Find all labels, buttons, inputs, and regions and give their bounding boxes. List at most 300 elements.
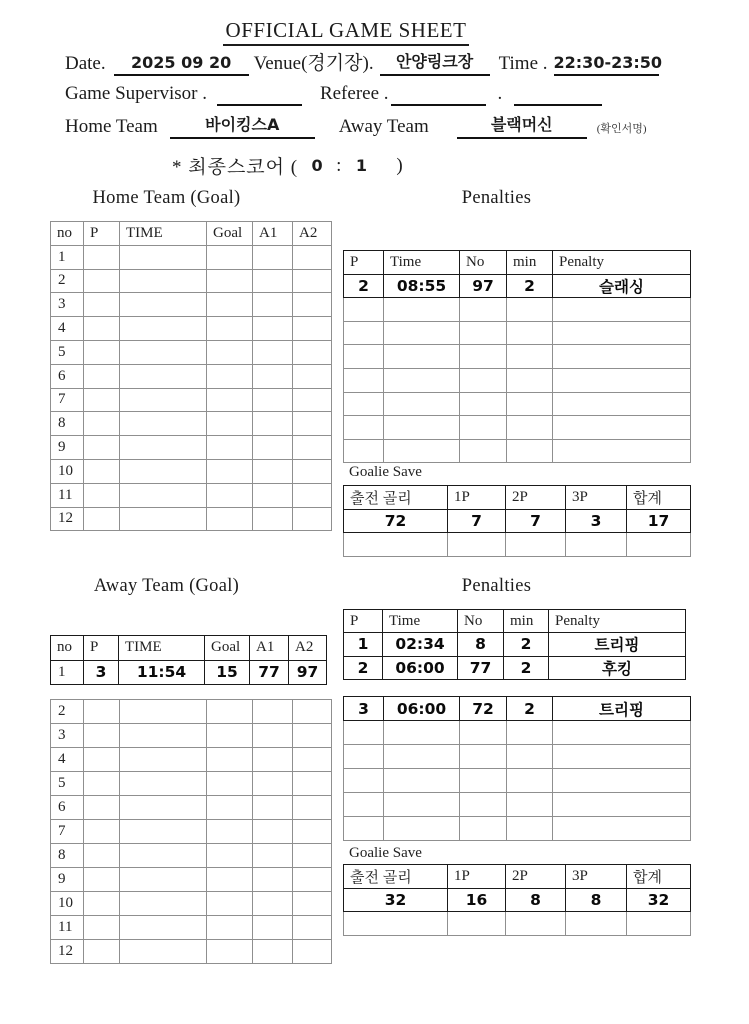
cell [507, 368, 553, 392]
table-row [51, 772, 332, 796]
cell [207, 507, 253, 531]
goalie-save-bottom-label: Goalie Save [349, 845, 422, 861]
cell [293, 772, 332, 796]
header-cell: A1 [250, 636, 289, 661]
cell [120, 364, 207, 388]
cell [506, 533, 566, 557]
cell [207, 340, 253, 364]
cell [84, 412, 120, 436]
header-row-date-venue-time [65, 48, 663, 76]
table-row [51, 940, 332, 964]
cell [253, 796, 293, 820]
table-row [51, 364, 332, 388]
cell [253, 364, 293, 388]
table-row [51, 340, 332, 364]
table-row [344, 368, 691, 392]
table-row [51, 844, 332, 868]
header-cell: 출전 골리 [344, 865, 448, 889]
cell [460, 721, 507, 745]
cell [253, 388, 293, 412]
cell [553, 721, 691, 745]
table-header-row [344, 251, 691, 275]
page-title-wrap [0, 18, 692, 46]
cell [460, 817, 507, 841]
cell [293, 724, 332, 748]
cell [344, 721, 384, 745]
table-header-row [344, 610, 686, 633]
cell [344, 439, 384, 463]
cell [553, 416, 691, 440]
cell: 3 [51, 293, 84, 317]
cell [627, 912, 691, 936]
cell: 2 [507, 274, 553, 298]
cell [120, 340, 207, 364]
cell [84, 820, 120, 844]
cell: 11 [51, 916, 84, 940]
cell [460, 416, 507, 440]
header-cell: P [84, 222, 120, 246]
cell [293, 388, 332, 412]
cell [293, 700, 332, 724]
cell [120, 507, 207, 531]
cell [207, 293, 253, 317]
cell [120, 293, 207, 317]
header-cell: Goal [207, 222, 253, 246]
cell [253, 748, 293, 772]
cell: 트리핑 [553, 697, 691, 721]
cell: 77 [458, 656, 504, 679]
cell [553, 368, 691, 392]
cell [448, 912, 506, 936]
table-header-row [51, 222, 332, 246]
final-score-label: * 최종스코어 ( [172, 157, 299, 178]
cell: 10 [51, 892, 84, 916]
cell [253, 483, 293, 507]
cell [207, 412, 253, 436]
cell [553, 298, 691, 322]
cell [84, 293, 120, 317]
referee-value [391, 82, 486, 106]
cell [84, 507, 120, 531]
header-cell: 2P [506, 865, 566, 889]
away-team-label: Away Team [338, 116, 429, 137]
table-row [344, 509, 691, 533]
cell: 12 [51, 940, 84, 964]
cell [507, 321, 553, 345]
cell: 5 [51, 772, 84, 796]
cell [207, 748, 253, 772]
venue-label: Venue(경기장). [253, 53, 374, 74]
table-row [344, 321, 691, 345]
cell [384, 721, 460, 745]
header-cell: no [51, 222, 84, 246]
cell [207, 483, 253, 507]
cell [120, 700, 207, 724]
table-row [51, 245, 332, 269]
final-score-home: 0 [311, 156, 323, 175]
cell [84, 245, 120, 269]
header-cell: Time [383, 610, 458, 633]
goalie-save-top-label: Goalie Save [349, 464, 422, 480]
penalties-top-table [343, 250, 691, 463]
cell [207, 772, 253, 796]
cell [293, 245, 332, 269]
cell [253, 892, 293, 916]
home-goal-table [50, 221, 332, 531]
cell [253, 459, 293, 483]
cell [507, 392, 553, 416]
cell [344, 416, 384, 440]
cell: 1 [51, 660, 84, 685]
table-row [51, 796, 332, 820]
cell [293, 269, 332, 293]
cell [344, 793, 384, 817]
header-cell: A2 [293, 222, 332, 246]
cell [293, 796, 332, 820]
cell: 8 [566, 888, 627, 912]
table-row [344, 697, 691, 721]
table-row [344, 912, 691, 936]
cell: 9 [51, 436, 84, 460]
cell: 1 [344, 633, 383, 656]
cell: 8 [51, 844, 84, 868]
cell [120, 245, 207, 269]
cell: 6 [51, 364, 84, 388]
cell: 2 [507, 697, 553, 721]
cell: 후킹 [549, 656, 686, 679]
game-supervisor-value [217, 82, 302, 106]
cell [460, 392, 507, 416]
cell [84, 844, 120, 868]
cell: 06:00 [384, 697, 460, 721]
cell: 7 [51, 820, 84, 844]
header-cell: min [504, 610, 549, 633]
header-row-teams [65, 112, 647, 139]
table-row [344, 888, 691, 912]
cell [553, 321, 691, 345]
final-score-line [172, 152, 404, 179]
cell: 2 [51, 269, 84, 293]
header-cell: 3P [566, 865, 627, 889]
cell: 11:54 [119, 660, 205, 685]
cell [566, 912, 627, 936]
table-row [51, 660, 327, 685]
table-row [51, 317, 332, 341]
cell [460, 769, 507, 793]
home-team-value: 바이킹스A [170, 112, 315, 139]
header-cell: min [507, 251, 553, 275]
penalties-bottom-section-title: Penalties [461, 576, 532, 596]
goalie-save-top-table [343, 485, 691, 557]
cell: 72 [460, 697, 507, 721]
cell [507, 439, 553, 463]
cell [253, 412, 293, 436]
cell [120, 388, 207, 412]
cell [84, 459, 120, 483]
cell [293, 293, 332, 317]
penalties-bottom-table-second [343, 696, 691, 841]
table-row [344, 721, 691, 745]
cell [553, 392, 691, 416]
header-cell: 1P [448, 865, 506, 889]
cell [120, 820, 207, 844]
time-value: 22:30-23:50 [554, 53, 659, 76]
table-row [51, 269, 332, 293]
cell [460, 745, 507, 769]
cell [553, 745, 691, 769]
cell [207, 892, 253, 916]
cell [344, 745, 384, 769]
cell [84, 892, 120, 916]
cell [553, 793, 691, 817]
header-cell: 합계 [627, 865, 691, 889]
cell: 72 [344, 509, 448, 533]
cell [253, 868, 293, 892]
referee2-value [514, 82, 602, 106]
cell [627, 533, 691, 557]
cell [84, 940, 120, 964]
table-row [344, 274, 691, 298]
cell [253, 317, 293, 341]
table-row [51, 507, 332, 531]
cell [253, 820, 293, 844]
cell [344, 298, 384, 322]
date-label: Date. [65, 53, 106, 74]
cell [253, 293, 293, 317]
cell [344, 345, 384, 369]
cell [207, 388, 253, 412]
cell [253, 269, 293, 293]
cell [553, 769, 691, 793]
cell [84, 724, 120, 748]
cell: 16 [448, 888, 506, 912]
cell [84, 364, 120, 388]
cell [207, 724, 253, 748]
table-row [344, 533, 691, 557]
cell [507, 745, 553, 769]
cell [384, 793, 460, 817]
cell [293, 364, 332, 388]
cell [448, 533, 506, 557]
header-cell: 합계 [627, 486, 691, 510]
time-label: Time . [498, 53, 548, 74]
game-supervisor-label: Game Supervisor . [65, 83, 207, 104]
cell [553, 345, 691, 369]
penalties-bottom-table-first [343, 609, 686, 680]
header-cell: TIME [119, 636, 205, 661]
venue-value: 안양링크장 [380, 49, 490, 76]
cell [293, 412, 332, 436]
table-row [344, 745, 691, 769]
cell [293, 844, 332, 868]
header-cell: No [458, 610, 504, 633]
cell [460, 793, 507, 817]
header-cell: Penalty [553, 251, 691, 275]
cell [120, 772, 207, 796]
cell [84, 483, 120, 507]
table-row [344, 817, 691, 841]
cell [84, 700, 120, 724]
cell [553, 439, 691, 463]
cell [293, 340, 332, 364]
header-cell: P [84, 636, 119, 661]
away-goal-section-title: Away Team (Goal) [93, 576, 240, 596]
cell: 슬래싱 [553, 274, 691, 298]
referee-label: Referee . [319, 83, 389, 104]
header-row-officials [65, 82, 602, 106]
table-row [344, 769, 691, 793]
cell [293, 940, 332, 964]
header-cell: TIME [120, 222, 207, 246]
cell [507, 769, 553, 793]
cell [344, 912, 448, 936]
cell [120, 748, 207, 772]
cell: 3 [51, 724, 84, 748]
cell [384, 368, 460, 392]
cell: 15 [205, 660, 250, 685]
table-row [344, 793, 691, 817]
cell: 2 [344, 656, 383, 679]
cell [293, 436, 332, 460]
cell [84, 388, 120, 412]
cell [120, 269, 207, 293]
cell [384, 416, 460, 440]
cell [344, 769, 384, 793]
cell [293, 317, 332, 341]
table-row [51, 700, 332, 724]
cell: 3 [344, 697, 384, 721]
cell [207, 916, 253, 940]
cell [84, 916, 120, 940]
away-goal-table-top [50, 635, 327, 685]
cell: 17 [627, 509, 691, 533]
cell: 8 [51, 412, 84, 436]
cell [84, 340, 120, 364]
cell: 10 [51, 459, 84, 483]
cell [84, 868, 120, 892]
cell [344, 368, 384, 392]
cell [384, 745, 460, 769]
table-row [51, 459, 332, 483]
cell: 4 [51, 317, 84, 341]
table-row [51, 916, 332, 940]
cell [207, 844, 253, 868]
table-row [51, 483, 332, 507]
cell [344, 321, 384, 345]
cell: 5 [51, 340, 84, 364]
table-row [344, 298, 691, 322]
cell [566, 533, 627, 557]
cell [507, 817, 553, 841]
cell: 7 [51, 388, 84, 412]
cell [120, 436, 207, 460]
cell [384, 769, 460, 793]
table-row [51, 293, 332, 317]
header-cell: No [460, 251, 507, 275]
cell: 8 [458, 633, 504, 656]
cell [507, 298, 553, 322]
table-row [51, 388, 332, 412]
table-row [51, 820, 332, 844]
table-row [344, 392, 691, 416]
cell [120, 483, 207, 507]
header-cell: 출전 골리 [344, 486, 448, 510]
cell [207, 868, 253, 892]
cell [120, 844, 207, 868]
cell: 7 [506, 509, 566, 533]
page-title: OFFICIAL GAME SHEET [223, 18, 470, 46]
cell [84, 772, 120, 796]
cell [460, 321, 507, 345]
cell [507, 416, 553, 440]
final-score-close: ) [396, 154, 404, 176]
cell [460, 439, 507, 463]
cell [253, 940, 293, 964]
cell [384, 298, 460, 322]
final-score-away: 1 [355, 156, 367, 175]
cell [84, 317, 120, 341]
cell [207, 796, 253, 820]
cell [120, 459, 207, 483]
cell [384, 321, 460, 345]
cell [84, 269, 120, 293]
cell [253, 245, 293, 269]
cell [293, 868, 332, 892]
cell [207, 317, 253, 341]
table-row [51, 724, 332, 748]
cell [460, 368, 507, 392]
cell [120, 916, 207, 940]
cell: 4 [51, 748, 84, 772]
cell [253, 436, 293, 460]
penalties-top-section-title: Penalties [461, 188, 532, 208]
cell: 2 [504, 633, 549, 656]
cell [293, 892, 332, 916]
cell: 트리핑 [549, 633, 686, 656]
cell [507, 721, 553, 745]
cell: 9 [51, 868, 84, 892]
final-score-separator: : [336, 154, 343, 176]
cell: 2 [51, 700, 84, 724]
header-cell: 3P [566, 486, 627, 510]
cell [293, 820, 332, 844]
away-team-value: 블랙머신 [457, 112, 587, 139]
cell: 97 [289, 660, 327, 685]
cell [207, 700, 253, 724]
header-cell: A1 [253, 222, 293, 246]
cell [120, 412, 207, 436]
cell [506, 912, 566, 936]
table-header-row [344, 486, 691, 510]
date-value: 2025 09 20 [114, 53, 249, 76]
table-row [344, 633, 686, 656]
cell [344, 392, 384, 416]
cell [253, 772, 293, 796]
header-cell: no [51, 636, 84, 661]
cell [553, 817, 691, 841]
header-cell: 2P [506, 486, 566, 510]
cell: 6 [51, 796, 84, 820]
cell [384, 392, 460, 416]
cell [344, 817, 384, 841]
cell [384, 439, 460, 463]
table-row [51, 412, 332, 436]
cell [253, 724, 293, 748]
away-goal-table-rest [50, 699, 332, 964]
cell [207, 459, 253, 483]
cell [293, 916, 332, 940]
cell [460, 345, 507, 369]
